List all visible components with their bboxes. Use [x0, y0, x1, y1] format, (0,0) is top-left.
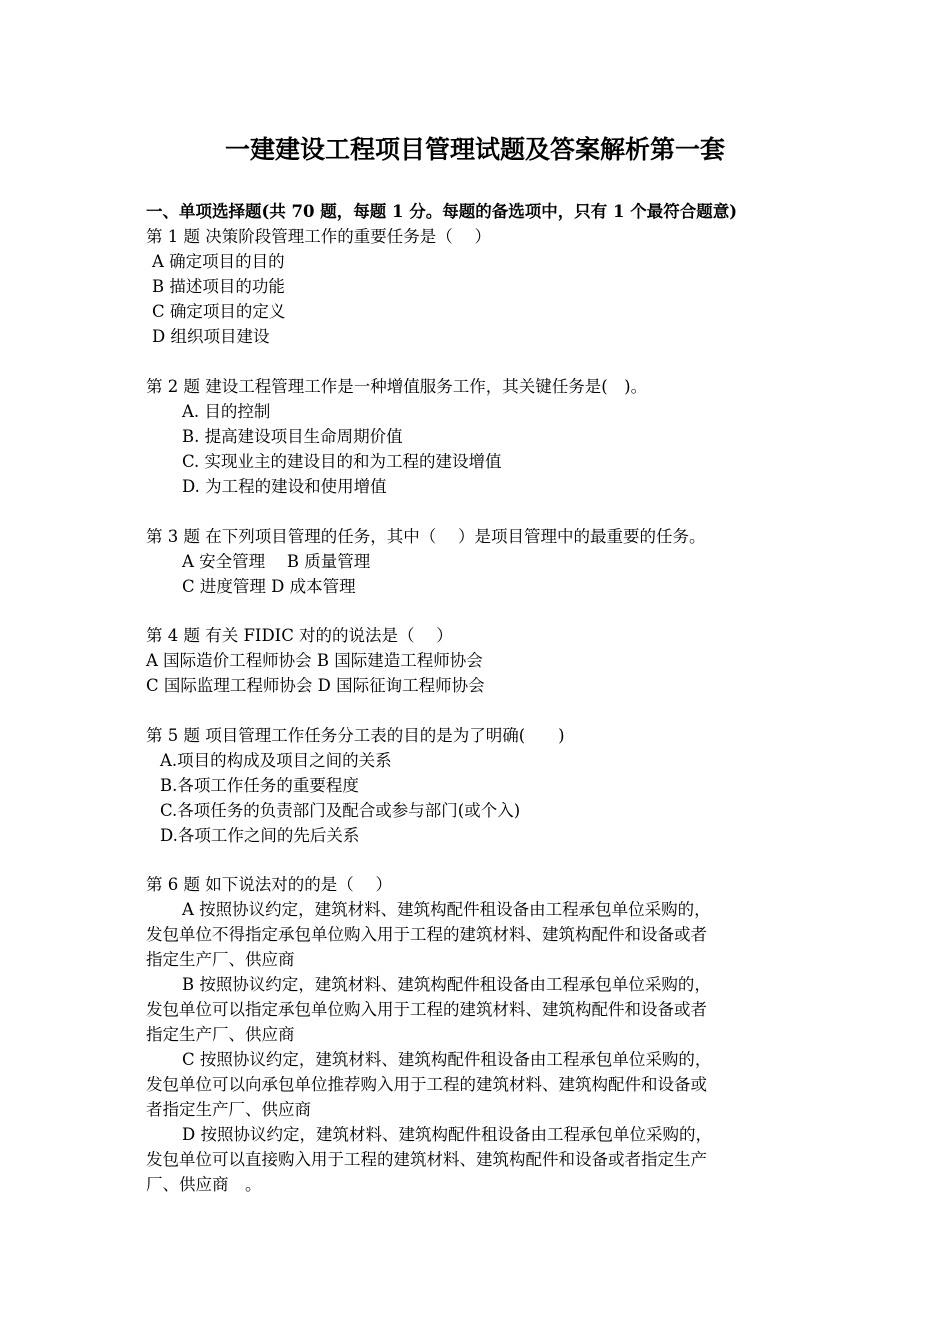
- question-4-stem: 第 4 题 有关 FIDIC 对的的说法是（ ）: [146, 626, 453, 645]
- question-4-options-ab: A 国际造价工程师协会 B 国际建造工程师协会: [146, 651, 483, 670]
- question-6-option-a-line-2: 发包单位不得指定承包单位购入用于工程的建筑材料、建筑构配件和设备或者: [146, 925, 707, 944]
- question-1-option-b: B 描述项目的功能: [152, 277, 285, 296]
- question-1-option-d: D 组织项目建设: [152, 327, 270, 346]
- question-3-stem: 第 3 题 在下列项目管理的任务，其中（ ）是项目管理中的最重要的任务。: [146, 527, 706, 546]
- question-3-options-cd: C 进度管理 D 成本管理: [182, 577, 356, 596]
- question-6-option-a-line-3: 指定生产厂、供应商: [146, 950, 295, 969]
- question-5-option-b: B.各项工作任务的重要程度: [160, 776, 359, 795]
- question-1-option-a: A 确定项目的目的: [152, 252, 285, 271]
- question-6-option-b-line-2: 发包单位可以指定承包单位购入用于工程的建筑材料、建筑构配件和设备或者: [146, 1000, 707, 1019]
- question-5-stem: 第 5 题 项目管理工作任务分工表的目的是为了明确( ): [146, 726, 565, 745]
- question-2-option-d: D. 为工程的建设和使用增值: [182, 477, 387, 496]
- question-6-stem: 第 6 题 如下说法对的的是（ ）: [146, 875, 392, 894]
- question-6-option-d-line-2: 发包单位可以直接购入用于工程的建筑材料、建筑构配件和设备或者指定生产: [146, 1150, 707, 1169]
- question-6-option-c-line-3: 者指定生产厂、供应商: [146, 1100, 311, 1119]
- question-6-option-d-line-1: D 按照协议约定，建筑材料、建筑构配件租设备由工程承包单位采购的，: [182, 1125, 712, 1144]
- question-4-options-cd: C 国际监理工程师协会 D 国际征询工程师协会: [146, 676, 485, 695]
- question-6-option-d-line-3: 厂、供应商 。: [146, 1175, 262, 1194]
- question-3-options-ab: A 安全管理 B 质量管理: [182, 552, 371, 571]
- question-6-option-c-line-2: 发包单位可以向承包单位推荐购入用于工程的建筑材料、建筑构配件和设备或: [146, 1075, 707, 1094]
- question-6-option-b-line-3: 指定生产厂、供应商: [146, 1025, 295, 1044]
- question-2-option-b: B. 提高建设项目生命周期价值: [182, 427, 403, 446]
- question-1-stem: 第 1 题 决策阶段管理工作的重要任务是（ ）: [146, 227, 491, 246]
- section-heading: 一、单项选择题(共 70 题，每题 1 分。每题的备选项中，只有 1 个最符合题意): [146, 202, 738, 221]
- document-title: 一建建设工程项目管理试题及答案解析第一套: [224, 135, 725, 164]
- question-2-option-c: C. 实现业主的建设目的和为工程的建设增值: [182, 452, 502, 471]
- question-6-option-b-line-1: B 按照协议约定，建筑材料、建筑构配件租设备由工程承包单位采购的，: [182, 975, 711, 994]
- question-5-option-d: D.各项工作之间的先后关系: [160, 826, 360, 845]
- question-2-option-a: A. 目的控制: [182, 402, 271, 421]
- question-5-option-a: A.项目的构成及项目之间的关系: [160, 751, 392, 770]
- question-1-option-c: C 确定项目的定义: [152, 302, 286, 321]
- question-2-stem: 第 2 题 建设工程管理工作是一种增值服务工作，其关键任务是( )。: [146, 377, 648, 396]
- question-5-option-c: C.各项任务的负责部门及配合或参与部门(或个入): [160, 801, 521, 820]
- question-6-option-c-line-1: C 按照协议约定，建筑材料、建筑构配件租设备由工程承包单位采购的，: [182, 1050, 712, 1069]
- question-6-option-a-line-1: A 按照协议约定，建筑材料、建筑构配件租设备由工程承包单位采购的，: [182, 900, 711, 919]
